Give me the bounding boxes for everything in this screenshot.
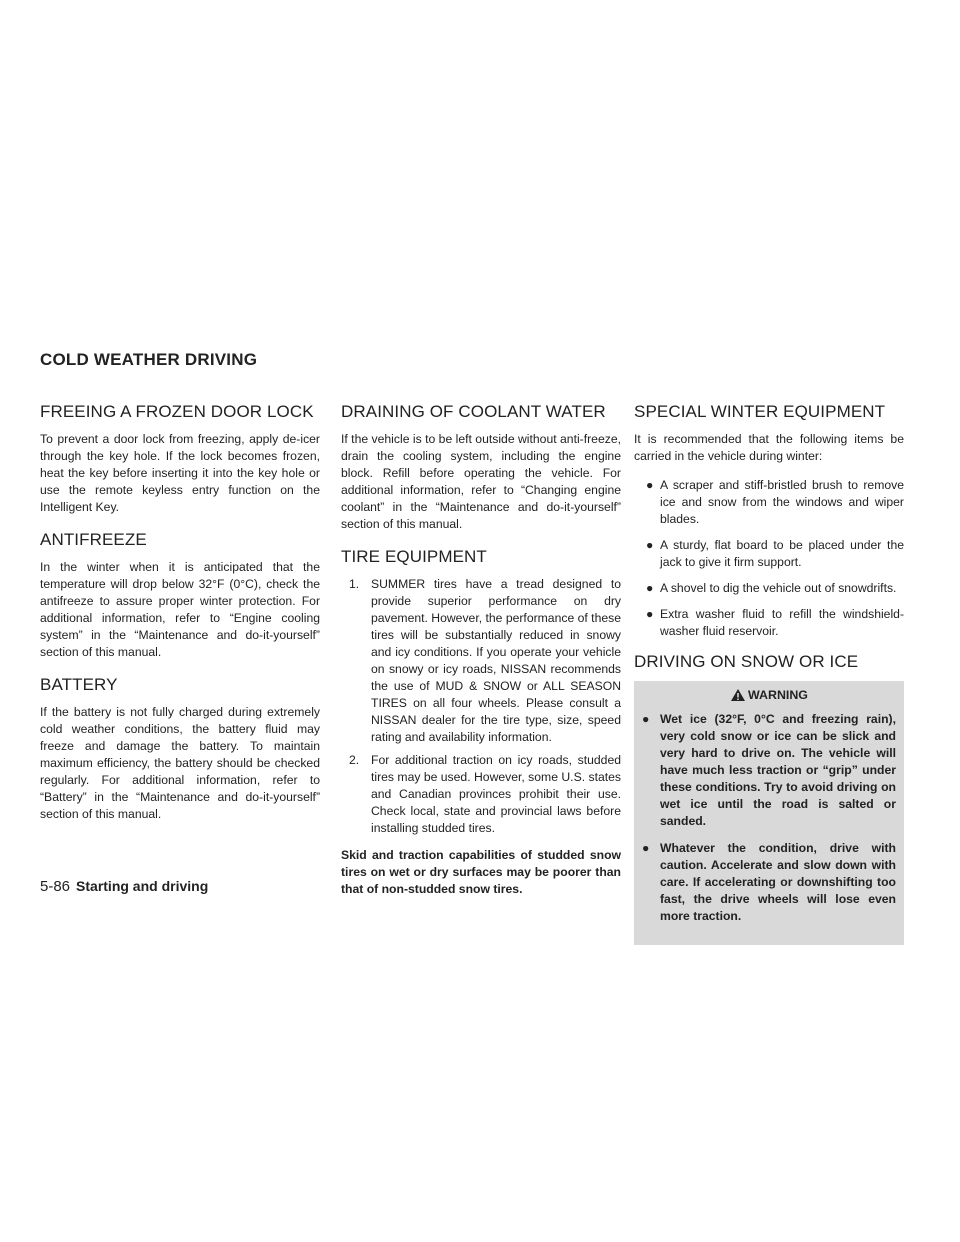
- bullet-icon: ●: [646, 581, 654, 595]
- warning-triangle-icon: [730, 688, 748, 702]
- bullet-icon: ●: [646, 607, 654, 621]
- bullet-icon: ●: [642, 841, 650, 855]
- heading-driving-snow-ice: DRIVING ON SNOW OR ICE: [634, 652, 859, 671]
- list-item-text: A sturdy, flat board to be placed under the jack to give it firm support.: [660, 538, 904, 569]
- studded-tires-note: Skid and traction capabilities of studded snow tires on wet or dry surfaces may be poorer than that of non-studded snow tires.: [341, 848, 621, 896]
- warning-title: WARNING: [748, 688, 808, 702]
- heading-tire-equipment: TIRE EQUIPMENT: [341, 547, 487, 566]
- winter-equipment-list: [634, 477, 904, 640]
- warning-box: [634, 681, 904, 945]
- list-item-text: A scraper and stiff-bristled brush to remove ice and snow from the windows and wiper blades.: [660, 478, 904, 526]
- list-item: [634, 477, 904, 528]
- warning-header: [642, 685, 896, 711]
- paragraph-winter-equipment-intro: It is recommended that the following items be carried in the vehicle during winter:: [634, 432, 904, 463]
- bullet-icon: ●: [642, 712, 650, 726]
- heading-draining-coolant: DRAINING OF COOLANT WATER: [341, 402, 606, 421]
- list-item-number: 1.: [349, 577, 360, 591]
- list-item: [634, 606, 904, 640]
- tire-equipment-list: [341, 576, 621, 837]
- paragraph-frozen-door-lock: To prevent a door lock from freezing, apply de-icer through the key hole. If the lock becomes frozen, heat the key before inserting it into the key hole or use the remote keyless entry function on the Intelligent Key.: [40, 432, 320, 514]
- list-item-text: For additional traction on icy roads, studded tires may be used. However, some U.S. states and Canadian provinces prohibit their use. Check local, state and provincial laws before installing studded tires.: [371, 753, 621, 835]
- heading-antifreeze: ANTIFREEZE: [40, 530, 147, 549]
- list-item-text: A shovel to dig the vehicle out of snowdrifts.: [660, 581, 897, 595]
- list-item: [634, 580, 904, 597]
- warning-item-text: Whatever the condition, drive with caution. Accelerate and slow down with care. If accelerating or downshifting too fast, the drive wheels will lose even more traction.: [660, 841, 896, 923]
- list-item: [634, 537, 904, 571]
- list-item: [341, 576, 621, 746]
- list-item-text: SUMMER tires have a tread designed to provide superior performance on dry pavement. However, the performance of these tires will be substantially reduced in snowy and icy conditions. If you operate your vehicle on snowy or icy roads, NISSAN recommends the use of MUD & SNOW or ALL SEASON TIRES on all four wheels. Please consult a NISSAN dealer for the tire type, size, speed rating and availability information.: [371, 577, 621, 744]
- column-3: [634, 402, 904, 945]
- footer-section-name: Starting and driving: [76, 878, 209, 894]
- section-title: COLD WEATHER DRIVING: [40, 350, 258, 369]
- warning-item: [642, 711, 896, 830]
- page-footer: [40, 878, 208, 895]
- heading-frozen-door-lock: FREEING A FROZEN DOOR LOCK: [40, 402, 314, 421]
- paragraph-antifreeze: In the winter when it is anticipated that the temperature will drop below 32°F (0°C), check the antifreeze to assure proper winter protection. For additional information, refer to “Engine cooling system” in the “Maintenance and do-it-yourself” section of this manual.: [40, 560, 320, 659]
- warning-list: [642, 711, 896, 925]
- warning-item-text: Wet ice (32°F, 0°C and freezing rain), very cold snow or ice can be slick and very hard to drive on. The vehicle will have much less traction or “grip” under these conditions. Try to avoid driving on wet ice until the road is salted or sanded.: [660, 712, 896, 828]
- list-item: [341, 752, 621, 837]
- paragraph-battery: If the battery is not fully charged during extremely cold weather conditions, the battery fluid may freeze and damage the battery. To maintain maximum efficiency, the battery should be checked regularly. For additional information, refer to “Battery” in the “Maintenance and do-it-yourself” section of this manual.: [40, 705, 320, 821]
- page-number: 5-86: [40, 878, 71, 895]
- column-2: [341, 402, 621, 910]
- column-1: [40, 402, 320, 835]
- list-item-number: 2.: [349, 753, 360, 767]
- bullet-icon: ●: [646, 478, 654, 492]
- heading-special-winter-equipment: SPECIAL WINTER EQUIPMENT: [634, 402, 886, 421]
- heading-battery: BATTERY: [40, 675, 118, 694]
- paragraph-draining-coolant: If the vehicle is to be left outside without anti-freeze, drain the cooling system, including the engine block. Refill before operating the vehicle. For additional information, refer to “Changing engine coolant” in the “Maintenance and do-it-yourself” section of this manual.: [341, 432, 621, 531]
- warning-item: [642, 840, 896, 925]
- bullet-icon: ●: [646, 538, 654, 552]
- list-item-text: Extra washer fluid to refill the windshield-washer fluid reservoir.: [660, 607, 904, 638]
